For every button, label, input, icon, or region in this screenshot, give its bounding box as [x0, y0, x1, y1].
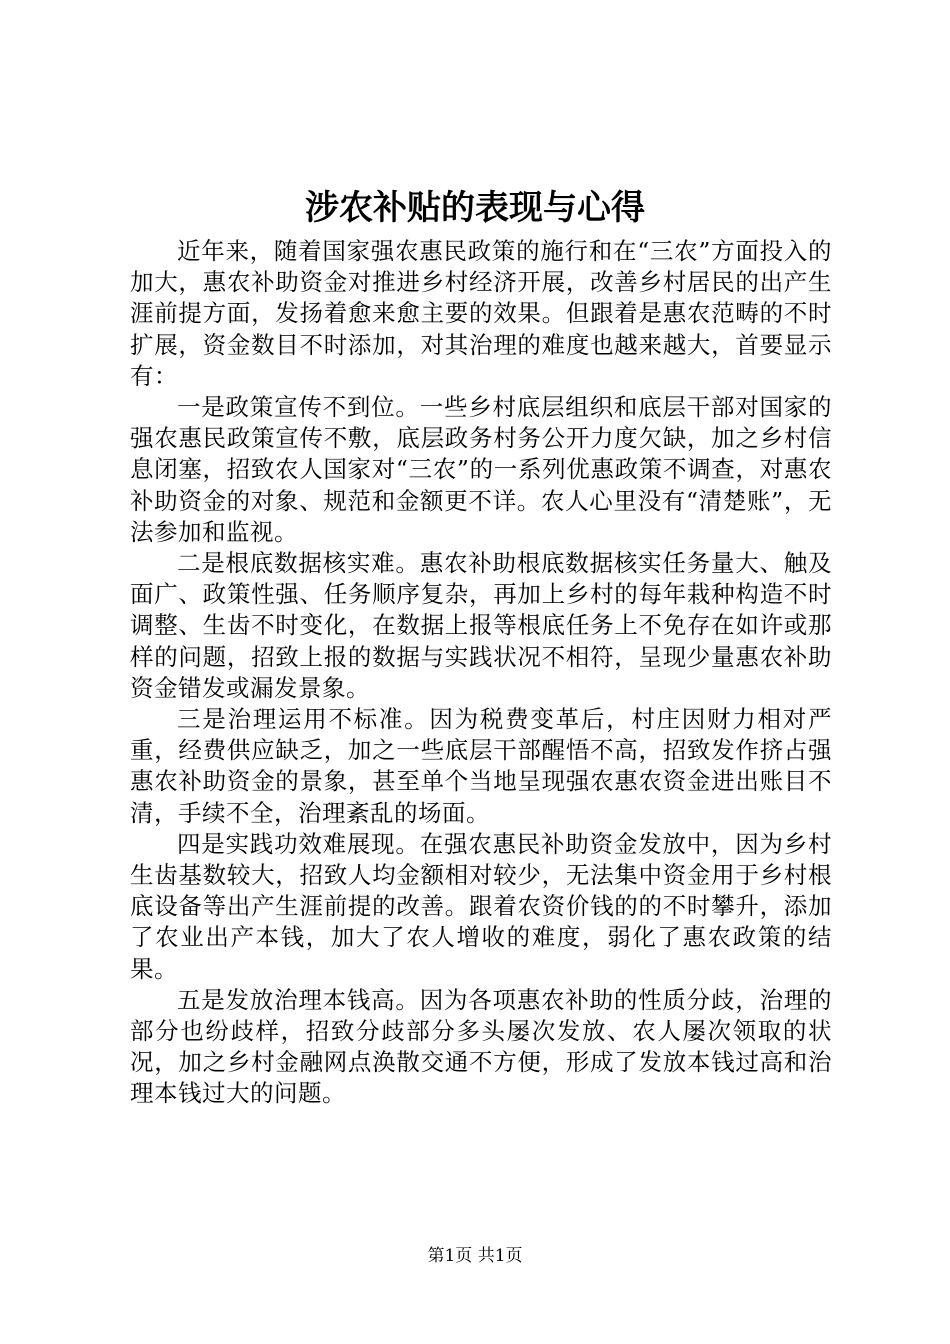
document-body: [130, 236, 832, 1110]
paragraph-point-1: 一是政策宣传不到位。一些乡村底层组织和底层干部对国家的强农惠民政策宣传不敷，底层政务村务公开力度欠缺，加之乡村信息闭塞，招致农人国家对“三农”的一系列优惠政策不调查，对惠农补助资金的对象、规范和金额更不详。农人心里没有“清楚账”，无法参加和监视。: [130, 393, 832, 546]
page-footer: 第1页 共1页: [427, 1246, 523, 1266]
document-title: 涉农补贴的表现与心得: [305, 188, 645, 228]
paragraph-point-2: 二是根底数据核实难。惠农补助根底数据核实任务量大、触及面广、政策性强、任务顺序复杂，再加上乡村的每年栽种构造不时调整、生齿不时变化，在数据上报等根底任务上不免存在如许或那样的问题，招致上报的数据与实践状况不相符，呈现少量惠农补助资金错发或漏发景象。: [130, 549, 832, 702]
paragraph-point-4: 四是实践功效难展现。在强农惠民补助资金发放中，因为乡村生齿基数较大，招致人均金额相对较少，无法集中资金用于乡村根底设备等出产生涯前提的改善。跟着农资价钱的的不时攀升，添加了农业出产本钱，加大了农人增收的难度，弱化了惠农政策的结果。: [130, 829, 832, 983]
paragraph-point-3: 三是治理运用不标准。因为税费变革后，村庄因财力相对严重，经费供应缺乏，加之一些底层干部醒悟不高，招致发作挤占强惠农补助资金的景象，甚至单个当地呈现强农惠农资金进出账目不清，手续不全，治理紊乱的场面。: [130, 705, 832, 827]
paragraph-intro: 近年来，随着国家强农惠民政策的施行和在“三农”方面投入的加大，惠农补助资金对推进乡村经济开展，改善乡村居民的出产生涯前提方面，发扬着愈来愈主要的效果。但跟着是惠农范畴的不时扩展，资金数目不时添加，对其治理的难度也越来越大，首要显示有：: [130, 237, 832, 390]
paragraph-point-5: 五是发放治理本钱高。因为各项惠农补助的性质分歧，治理的部分也纷歧样，招致分歧部分多头屡次发放、农人屡次领取的状况，加之乡村金融网点涣散交通不方便，形成了发放本钱过高和治理本钱过大的问题。: [130, 985, 832, 1108]
